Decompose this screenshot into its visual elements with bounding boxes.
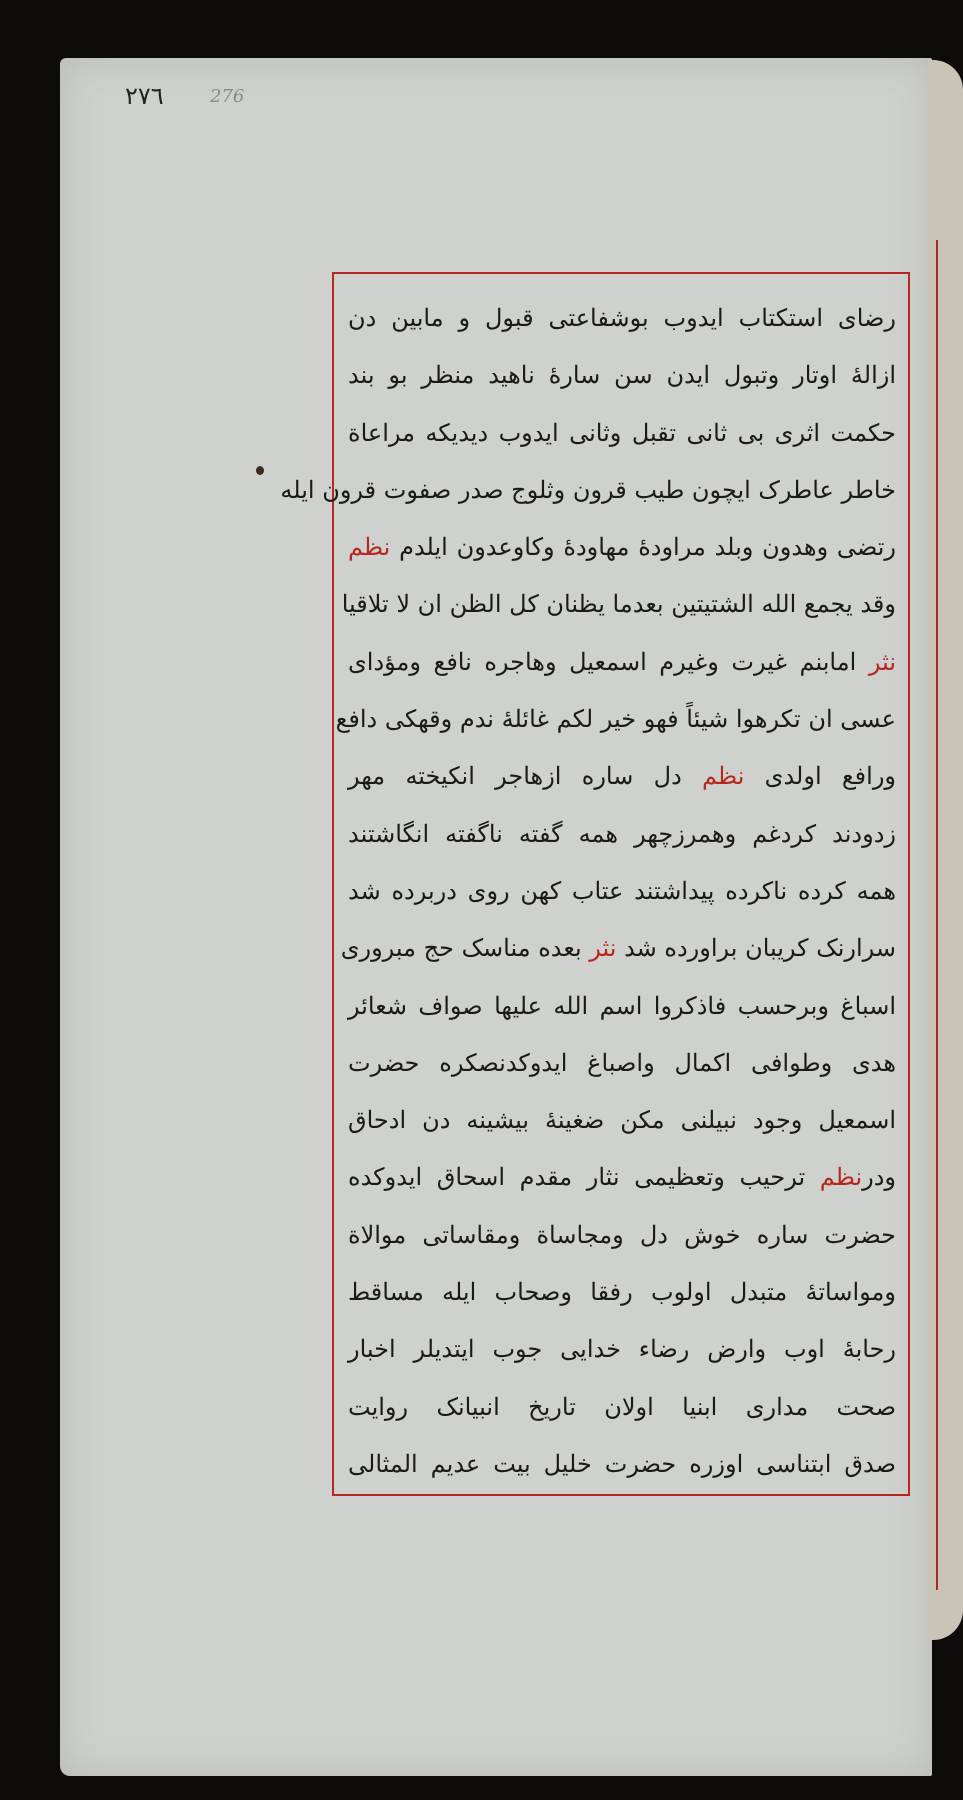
text-line: وقد یجمع الله الشتیتین بعدما یظنان کل الظن ان لا تلاقیا xyxy=(341,590,896,619)
text-line: زدودند کردغم وهمرزچهر همه گفته ناگفته انگاشتند xyxy=(348,819,896,848)
text-line: ومواساتهٔ متبدل اولوب رفقا وصحاب ایله مساقط xyxy=(348,1278,896,1307)
text-line: حضرت ساره خوش دل ومجاساة ومقاساتی موالاة xyxy=(348,1220,896,1249)
text-line: رتضی وهدون وبلد مراودهٔ مهاودهٔ وکاوعدون ایلدم نظم xyxy=(348,533,896,562)
text-line: ورافع اولدی نظم دل ساره ازهاجر انکیخته مهر xyxy=(348,762,897,791)
rubric-word: نثر xyxy=(589,934,617,963)
text-line: صحت مداری ابنیا اولان تاریخ انبیانک روایت xyxy=(348,1392,896,1421)
facing-page-rule xyxy=(936,240,938,1590)
folio-number-latin: 276 xyxy=(210,86,245,107)
rubric-word: نظم xyxy=(702,762,745,791)
text-line: خاطر عاطرک ایچون طیب قرون وثلوج صدر صفوت قرون ایله xyxy=(280,475,896,504)
folio-number: ٢٧٦ xyxy=(125,82,164,110)
text-line: همه کرده ناکرده پیداشتند عتاب کهن روی دربرده شد xyxy=(348,876,896,905)
text-line: ودرنظم ترحیب وتعظیمی نثار مقدم اسحاق ایدوکده xyxy=(348,1163,896,1192)
text-block xyxy=(280,298,897,1484)
text-line: صدق ابتناسی اوزره حضرت خلیل بیت عدیم المثالی xyxy=(348,1449,896,1478)
rubric-word: نثر xyxy=(868,647,896,676)
text-line: هدی وطوافی اکمال واصباغ ایدوکدنصکره حضرت xyxy=(348,1048,896,1077)
text-line: نثر امابنم غیرت وغیرم اسمعیل وهاجره نافع ومؤدای xyxy=(348,647,896,676)
text-line: حکمت اثری بی ثانی تقبل وثانی ایدوب دیدیکه مراعاة xyxy=(348,418,896,447)
text-line: رضای استکتاب ایدوب بوشفاعتی قبول و مابین دن xyxy=(348,304,896,332)
ink-spot xyxy=(256,466,264,475)
text-line: ازالهٔ اوتار وتبول ایدن سن سارهٔ ناهید منظر بو بند xyxy=(348,361,896,390)
text-line: رحابهٔ اوب وارض رضاء خدایی جوب ایتدیلر اخبار xyxy=(348,1335,896,1364)
rubric-word: نظم xyxy=(348,533,391,562)
text-line: اسباغ وبرحسب فاذکروا اسم الله علیها صواف شعائر xyxy=(348,991,896,1020)
text-line: سرارنک کریبان براورده شد نثر بعده مناسک حج مبروری xyxy=(340,934,896,963)
text-line: عسی ان تکرهوا شیئاً فهو خیر لکم غائلهٔ ندم وقهکی دافع xyxy=(335,705,896,734)
text-line: اسمعیل وجود نبیلنی مکن ضغینهٔ بیشینه دن ادحاق xyxy=(348,1106,896,1135)
facing-page-edge xyxy=(928,60,963,1640)
text-block-frame xyxy=(280,272,910,1496)
rubric-word: نظم xyxy=(819,1163,863,1192)
